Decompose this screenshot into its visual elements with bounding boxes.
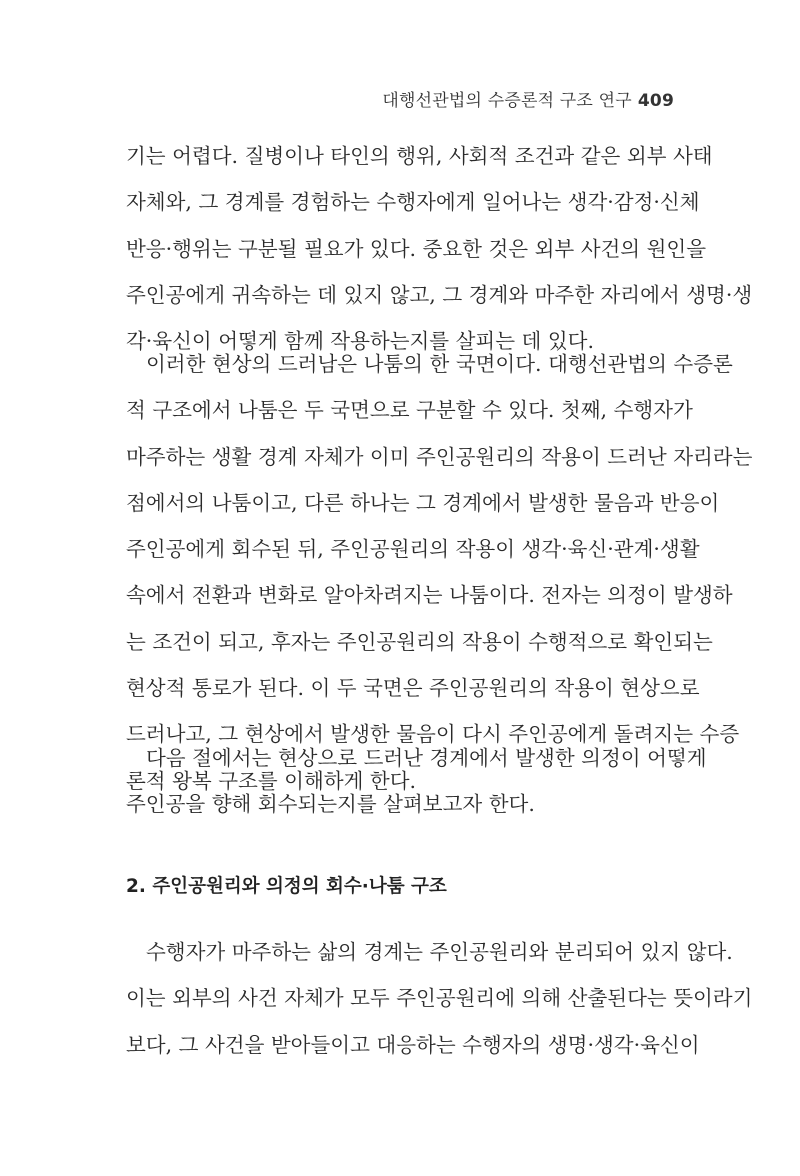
text-line: 수행자가 마주하는 삶의 경계는 주인공원리와 분리되어 있지 않다. — [146, 940, 733, 964]
text-line: 보다, 그 사건을 받아들이고 대응하는 수행자의 생명·생각·육신이 — [126, 1032, 700, 1057]
running-title: 대행선관법의 수증론적 구조 연구 — [382, 91, 632, 111]
text-line: 기는 어렵다. 질병이나 타인의 행위, 사회적 조건과 같은 외부 사태 — [126, 144, 713, 168]
text-line: 이는 외부의 사건 자체가 모두 주인공원리에 의해 산출된다는 뜻이라기 — [126, 986, 753, 1011]
paragraph — [126, 929, 753, 1068]
text-line: 점에서의 나툼이고, 다른 하나는 그 경계에서 발생한 물음과 반응이 — [126, 490, 720, 515]
text-line: 주인공을 향해 회수되는지를 살펴보고자 한다. — [126, 792, 535, 817]
text-line: 적 구조에서 나툼은 두 국면으로 구분할 수 있다. 첫째, 수행자가 — [126, 398, 693, 423]
text-line: 각·육신이 어떻게 함께 작용하는지를 살피는 데 있다. — [126, 329, 594, 354]
text-line: 마주하는 생활 경계 자체가 이미 주인공원리의 작용이 드러난 자리라는 — [126, 444, 753, 469]
running-header — [382, 86, 674, 111]
text-line: 반응·행위는 구분될 필요가 있다. 중요한 것은 외부 사건의 원인을 — [126, 236, 707, 261]
paragraph — [126, 735, 707, 828]
section-heading: 2. 주인공원리와 의정의 회수·나툼 구조 — [126, 876, 447, 897]
text-line: 주인공에게 귀속하는 데 있지 않고, 그 경계와 마주한 자리에서 생명·생 — [126, 282, 753, 307]
text-line: 현상적 통로가 된다. 이 두 국면은 주인공원리의 작용이 현상으로 — [126, 676, 700, 701]
text-line: 론적 왕복 구조를 이해하게 한다. — [126, 768, 417, 793]
text-line: 이러한 현상의 드러남은 나툼의 한 국면이다. 대행선관법의 수증론 — [146, 352, 733, 376]
text-line: 자체와, 그 경계를 경험하는 수행자에게 일어나는 생각·감정·신체 — [126, 190, 700, 215]
text-line: 속에서 전환과 변화로 알아차려지는 나툼이다. 전자는 의정이 발생하 — [126, 583, 733, 608]
text-line: 는 조건이 되고, 후자는 주인공원리의 작용이 수행적으로 확인되는 — [126, 629, 713, 654]
text-line: 다음 절에서는 현상으로 드러난 경계에서 발생한 의정이 어떻게 — [146, 746, 707, 770]
text-line: 주인공에게 회수된 뒤, 주인공원리의 작용이 생각·육신·관계·생활 — [126, 537, 700, 562]
page-number: 409 — [637, 91, 674, 111]
text-line: 드러나고, 그 현상에서 발생한 물음이 다시 주인공에게 돌려지는 수증 — [126, 722, 740, 747]
